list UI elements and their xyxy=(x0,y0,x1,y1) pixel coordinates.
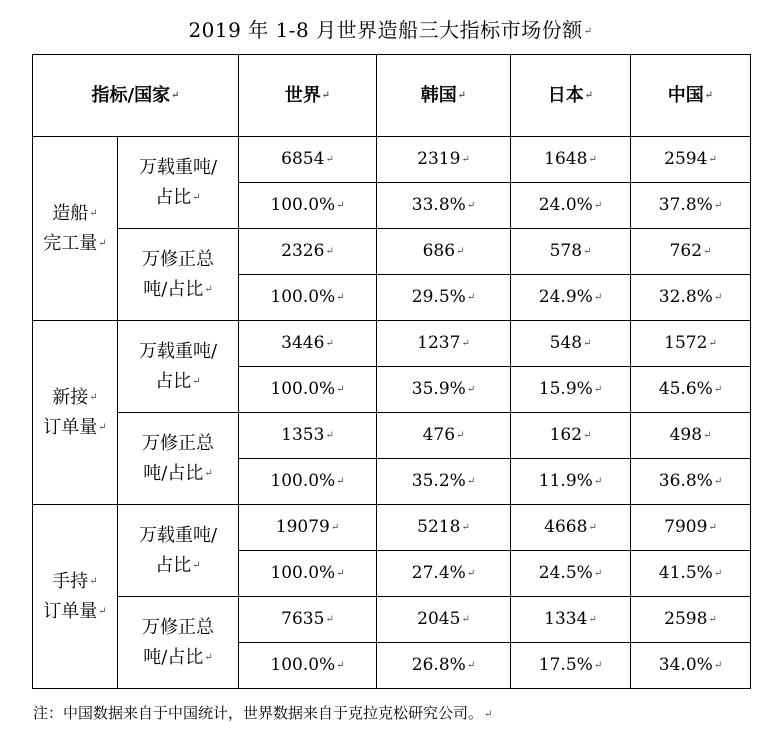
paragraph-mark: ↵ xyxy=(192,375,201,387)
paragraph-mark: ↵ xyxy=(703,429,712,441)
table-body xyxy=(33,137,751,689)
paragraph-mark: ↵ xyxy=(703,245,712,257)
paragraph-mark: ↵ xyxy=(336,659,345,671)
indicator-name-line2: 订单量 xyxy=(43,600,98,622)
share-cell: 45.6%↵ xyxy=(631,367,751,413)
indicator-group-cell xyxy=(33,137,118,321)
paragraph-mark: ↵ xyxy=(456,245,465,257)
paragraph-mark: ↵ xyxy=(593,475,603,487)
unit-label-line2: 占比 xyxy=(155,186,192,208)
paragraph-mark: ↵ xyxy=(98,605,107,617)
share-cell: 35.9%↵ xyxy=(377,367,511,413)
paragraph-mark: ↵ xyxy=(466,383,476,395)
unit-label-cell xyxy=(118,321,239,413)
paragraph-mark: ↵ xyxy=(466,659,476,671)
paragraph-mark: ↵ xyxy=(89,207,98,219)
unit-label-line2: 吨/占比 xyxy=(143,646,204,668)
value-cell: 1648↵ xyxy=(511,137,631,183)
indicator-group-cell xyxy=(33,505,118,689)
value-cell: 548↵ xyxy=(511,321,631,367)
paragraph-mark: ↵ xyxy=(593,199,603,211)
table-row xyxy=(33,413,751,459)
paragraph-mark: ↵ xyxy=(336,567,345,579)
paragraph-mark: ↵ xyxy=(325,245,334,257)
share-cell: 36.8%↵ xyxy=(631,459,751,505)
unit-label-line2: 占比 xyxy=(155,554,192,576)
paragraph-mark: ↵ xyxy=(588,153,597,165)
unit-label-line1: 万载重吨/ xyxy=(138,340,218,362)
paragraph-mark: ↵ xyxy=(708,613,717,625)
indicator-name-line2: 订单量 xyxy=(43,416,98,438)
share-cell: 32.8%↵ xyxy=(631,275,751,321)
paragraph-mark: ↵ xyxy=(325,429,334,441)
table-row xyxy=(33,505,751,551)
shipbuilding-table xyxy=(32,54,751,689)
paragraph-mark: ↵ xyxy=(461,153,470,165)
paragraph-mark: ↵ xyxy=(583,429,592,441)
value-cell: 3446↵ xyxy=(239,321,377,367)
paragraph-mark: ↵ xyxy=(708,337,717,349)
unit-label-line1: 万载重吨/ xyxy=(138,156,218,178)
paragraph-mark: ↵ xyxy=(192,559,201,571)
paragraph-mark: ↵ xyxy=(713,659,723,671)
paragraph-mark: ↵ xyxy=(708,521,717,533)
value-cell: 476↵ xyxy=(377,413,511,459)
paragraph-mark: ↵ xyxy=(325,337,334,349)
paragraph-mark: ↵ xyxy=(204,467,213,479)
indicator-name-line2: 完工量 xyxy=(43,232,98,254)
paragraph-mark: ↵ xyxy=(461,337,470,349)
share-cell: 100.0%↵ xyxy=(239,643,377,689)
indicator-name-line1: 造船 xyxy=(52,202,89,224)
value-cell: 5218↵ xyxy=(377,505,511,551)
paragraph-mark: ↵ xyxy=(466,291,476,303)
paragraph-mark: ↵ xyxy=(708,153,717,165)
value-cell: 498↵ xyxy=(631,413,751,459)
table-row xyxy=(33,321,751,367)
paragraph-mark: ↵ xyxy=(98,237,107,249)
paragraph-mark: ↵ xyxy=(204,651,213,663)
paragraph-mark: ↵ xyxy=(593,659,603,671)
unit-label-line2: 占比 xyxy=(155,370,192,392)
paragraph-mark: ↵ xyxy=(593,291,603,303)
share-cell: 24.9%↵ xyxy=(511,275,631,321)
paragraph-mark: ↵ xyxy=(588,613,597,625)
value-cell: 162↵ xyxy=(511,413,631,459)
unit-label-line2: 吨/占比 xyxy=(143,278,204,300)
share-cell: 24.0%↵ xyxy=(511,183,631,229)
document-title xyxy=(0,14,781,43)
unit-label-line2: 吨/占比 xyxy=(143,462,204,484)
paragraph-mark: ↵ xyxy=(588,521,597,533)
paragraph-mark: ↵ xyxy=(325,153,334,165)
value-cell: 7909↵ xyxy=(631,505,751,551)
value-cell: 2598↵ xyxy=(631,597,751,643)
paragraph-mark: ↵ xyxy=(204,283,213,295)
value-cell: 4668↵ xyxy=(511,505,631,551)
unit-label-line1: 万载重吨/ xyxy=(138,524,218,546)
indicator-name-line1: 手持 xyxy=(52,570,89,592)
unit-label-cell xyxy=(118,597,239,689)
unit-label-cell xyxy=(118,505,239,597)
paragraph-mark: ↵ xyxy=(330,521,340,533)
share-cell: 100.0%↵ xyxy=(239,275,377,321)
share-cell: 35.2%↵ xyxy=(377,459,511,505)
value-cell: 2045↵ xyxy=(377,597,511,643)
share-cell: 100.0%↵ xyxy=(239,551,377,597)
paragraph-mark: ↵ xyxy=(336,291,345,303)
share-cell: 34.0%↵ xyxy=(631,643,751,689)
value-cell: 2326↵ xyxy=(239,229,377,275)
share-cell: 37.8%↵ xyxy=(631,183,751,229)
value-cell: 762↵ xyxy=(631,229,751,275)
share-cell: 27.4%↵ xyxy=(377,551,511,597)
paragraph-mark: ↵ xyxy=(89,575,98,587)
header-korea: 韩国↵ xyxy=(377,55,511,137)
share-cell: 15.9%↵ xyxy=(511,367,631,413)
share-cell: 100.0%↵ xyxy=(239,367,377,413)
value-cell: 1237↵ xyxy=(377,321,511,367)
share-cell: 100.0%↵ xyxy=(239,459,377,505)
value-cell: 578↵ xyxy=(511,229,631,275)
footnote xyxy=(33,702,492,723)
paragraph-mark: ↵ xyxy=(593,567,603,579)
table-row xyxy=(33,597,751,643)
header-indicator-country: 指标/国家↵ xyxy=(33,55,239,137)
paragraph-mark: ↵ xyxy=(461,521,470,533)
unit-label-line1: 万修正总 xyxy=(142,432,214,454)
value-cell: 2319↵ xyxy=(377,137,511,183)
paragraph-mark: ↵ xyxy=(713,383,723,395)
value-cell: 19079↵ xyxy=(239,505,377,551)
header-row xyxy=(33,55,751,137)
paragraph-mark: ↵ xyxy=(583,337,592,349)
value-cell: 2594↵ xyxy=(631,137,751,183)
paragraph-mark: ↵ xyxy=(466,199,476,211)
table-row xyxy=(33,229,751,275)
paragraph-mark: ↵ xyxy=(466,567,476,579)
paragraph-mark: ↵ xyxy=(461,613,470,625)
paragraph-mark: ↵ xyxy=(89,391,98,403)
paragraph-mark: ↵ xyxy=(484,708,493,720)
value-cell: 686↵ xyxy=(377,229,511,275)
title-text: 2019 年 1-8 月世界造船三大指标市场份额 xyxy=(188,18,583,42)
paragraph-mark: ↵ xyxy=(466,475,476,487)
unit-label-line1: 万修正总 xyxy=(142,248,214,270)
unit-label-line1: 万修正总 xyxy=(142,616,214,638)
share-cell: 29.5%↵ xyxy=(377,275,511,321)
share-cell: 26.8%↵ xyxy=(377,643,511,689)
paragraph-mark: ↵ xyxy=(583,26,593,37)
paragraph-mark: ↵ xyxy=(456,429,465,441)
value-cell: 1572↵ xyxy=(631,321,751,367)
share-cell: 17.5%↵ xyxy=(511,643,631,689)
unit-label-cell xyxy=(118,413,239,505)
paragraph-mark: ↵ xyxy=(713,291,723,303)
share-cell: 100.0%↵ xyxy=(239,183,377,229)
share-cell: 24.5%↵ xyxy=(511,551,631,597)
share-cell: 41.5%↵ xyxy=(631,551,751,597)
paragraph-mark: ↵ xyxy=(713,199,723,211)
paragraph-mark: ↵ xyxy=(192,191,201,203)
paragraph-mark: ↵ xyxy=(336,475,345,487)
paragraph-mark: ↵ xyxy=(325,613,334,625)
paragraph-mark: ↵ xyxy=(336,383,345,395)
paragraph-mark: ↵ xyxy=(713,475,723,487)
paragraph-mark: ↵ xyxy=(336,199,345,211)
header-china: 中国↵ xyxy=(631,55,751,137)
share-cell: 33.8%↵ xyxy=(377,183,511,229)
unit-label-cell xyxy=(118,137,239,229)
value-cell: 7635↵ xyxy=(239,597,377,643)
paragraph-mark: ↵ xyxy=(713,567,723,579)
table-row xyxy=(33,137,751,183)
paragraph-mark: ↵ xyxy=(593,383,603,395)
value-cell: 6854↵ xyxy=(239,137,377,183)
paragraph-mark: ↵ xyxy=(583,245,592,257)
paragraph-mark: ↵ xyxy=(98,421,107,433)
header-japan: 日本↵ xyxy=(511,55,631,137)
header-world: 世界↵ xyxy=(239,55,377,137)
unit-label-cell xyxy=(118,229,239,321)
indicator-group-cell xyxy=(33,321,118,505)
footnote-text: 注：中国数据来自于中国统计，世界数据来自于克拉克松研究公司。 xyxy=(33,704,484,722)
value-cell: 1334↵ xyxy=(511,597,631,643)
indicator-name-line1: 新接 xyxy=(52,386,89,408)
share-cell: 11.9%↵ xyxy=(511,459,631,505)
value-cell: 1353↵ xyxy=(239,413,377,459)
